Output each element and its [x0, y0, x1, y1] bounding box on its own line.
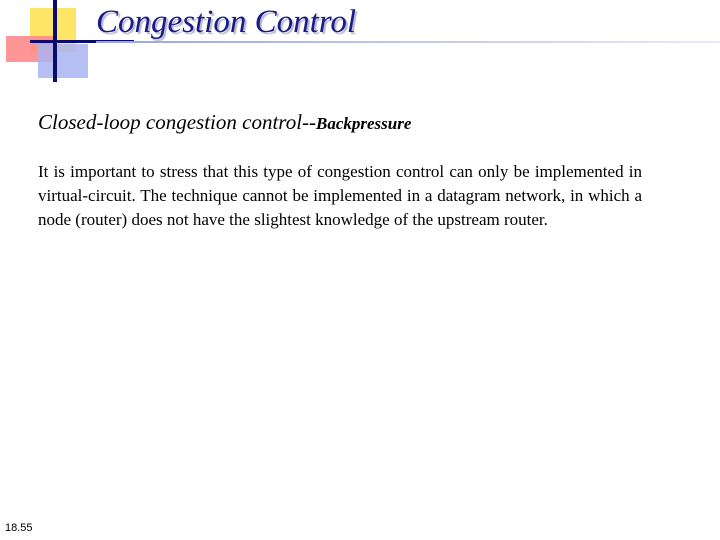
title-underline [96, 41, 720, 43]
body-paragraph: It is important to stress that this type of congestion control can only be implemented in virtual-circuit. The technique cannot be implemented in a datagram network, in which a node (router) does not have the slightest knowledge of the upstream router. [38, 162, 642, 229]
subtitle-bold: Backpressure [316, 114, 412, 133]
slide-subtitle [38, 110, 411, 135]
subtitle-main: Closed-loop congestion control-- [38, 110, 317, 134]
decor-blue-square [38, 44, 88, 78]
slide-title: Congestion Control [96, 4, 357, 40]
page-number: 18.55 [5, 522, 33, 534]
